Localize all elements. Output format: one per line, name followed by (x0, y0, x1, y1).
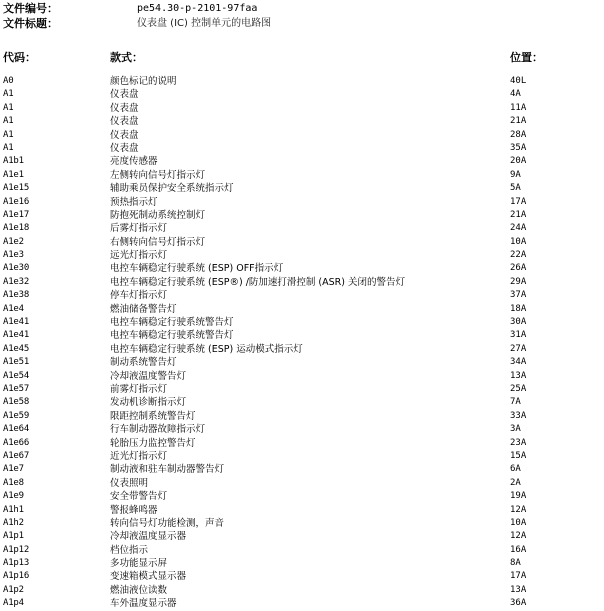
component-position: 25A (510, 383, 527, 394)
table-row (0, 316, 604, 329)
table-row (0, 303, 604, 316)
component-position: 24A (510, 223, 527, 234)
component-code: A0 (3, 76, 14, 86)
component-code: A1p4 (3, 598, 24, 609)
component-description: 仪表照明 (110, 477, 149, 489)
table-row (0, 155, 604, 168)
component-position: 11A (510, 102, 527, 113)
component-code: A1e7 (3, 464, 24, 475)
component-code: A1e2 (3, 236, 24, 247)
component-position: 3A (510, 424, 521, 435)
component-position: 2A (510, 477, 521, 488)
component-description: 辅助乘员保护安全系统指示灯 (110, 183, 234, 195)
table-row (0, 410, 604, 423)
component-description: 电控车辆稳定行驶系统警告灯 (110, 330, 234, 342)
table-row (0, 597, 604, 610)
table-row (0, 289, 604, 302)
table-row (0, 437, 604, 450)
component-description: 仪表盘 (110, 116, 139, 128)
component-code: A1e57 (3, 383, 30, 394)
component-code: A1e17 (3, 209, 30, 220)
component-description: 仪表盘 (110, 129, 139, 141)
component-code: A1e41 (3, 317, 30, 328)
component-description: 左侧转向信号灯指示灯 (110, 169, 206, 181)
component-position: 15A (510, 450, 527, 461)
table-row (0, 343, 604, 356)
table-row (0, 530, 604, 543)
component-code: A1e54 (3, 370, 30, 381)
component-description: 燃油液位读数 (110, 584, 168, 596)
table-row (0, 169, 604, 182)
component-code: A1e58 (3, 397, 30, 408)
component-position: 28A (510, 129, 527, 140)
table-row (0, 517, 604, 530)
component-position: 13A (510, 584, 527, 595)
component-code: A1e1 (3, 169, 24, 180)
component-position: 33A (510, 410, 527, 421)
component-position: 35A (510, 142, 527, 153)
component-code: A1p1 (3, 531, 24, 542)
component-description: 右侧转向信号灯指示灯 (110, 236, 206, 248)
component-position: 19A (510, 491, 527, 502)
component-description: 轮胎压力监控警告灯 (110, 437, 196, 449)
doc-title-value: 仪表盘 (IC) 控制单元的电路图 (137, 18, 272, 29)
component-position: 17A (510, 196, 527, 207)
table-row (0, 222, 604, 235)
table-row (0, 504, 604, 517)
component-description: 后雾灯指示灯 (110, 223, 168, 235)
component-description: 前雾灯指示灯 (110, 383, 168, 395)
component-position: 6A (510, 464, 521, 475)
table-row (0, 262, 604, 275)
component-description: 发动机诊断指示灯 (110, 397, 187, 409)
component-description: 电控车辆稳定行驶系统警告灯 (110, 317, 234, 329)
table-row (0, 557, 604, 570)
component-code: A1e41 (3, 330, 30, 341)
component-position: 40L (510, 76, 527, 86)
component-description: 变速箱模式显示器 (110, 571, 187, 583)
component-code: A1h1 (3, 504, 24, 515)
table-row (0, 463, 604, 476)
component-position: 20A (510, 156, 527, 167)
component-description: 冷却液温度显示器 (110, 531, 187, 543)
component-code: A1e8 (3, 477, 24, 488)
component-description: 档位指示 (110, 544, 149, 556)
component-position: 34A (510, 357, 527, 368)
column-header-code: 代码： (3, 51, 36, 64)
component-code: A1b1 (3, 156, 24, 167)
component-code: A1e66 (3, 437, 30, 448)
component-position: 4A (510, 89, 521, 100)
table-row (0, 276, 604, 289)
component-code: A1 (3, 89, 14, 100)
component-position: 21A (510, 209, 527, 220)
component-code: A1e67 (3, 450, 30, 461)
component-code: A1h2 (3, 517, 24, 528)
component-description: 颜色标记的说明 (110, 76, 177, 87)
table-row (0, 196, 604, 209)
component-position: 7A (510, 397, 521, 408)
doc-title-label: 文件标题： (3, 17, 58, 30)
component-code: A1e59 (3, 410, 30, 421)
component-description: 警报蜂鸣器 (110, 504, 158, 516)
component-position: 8A (510, 558, 521, 569)
component-description: 仪表盘 (110, 89, 139, 101)
component-position: 29A (510, 276, 527, 287)
component-description: 电控车辆稳定行驶系统 (ESP®) /防加速打滑控制 (ASR) 关闭的警告灯 (110, 276, 405, 288)
component-description: 多功能显示屏 (110, 558, 168, 570)
component-code: A1p16 (3, 571, 30, 582)
component-position: 36A (510, 598, 527, 609)
component-description: 仪表盘 (110, 142, 139, 154)
component-code: A1e64 (3, 424, 30, 435)
component-code: A1e38 (3, 290, 30, 301)
table-row (0, 544, 604, 557)
column-header-position: 位置： (510, 51, 543, 64)
component-code: A1e4 (3, 303, 24, 314)
table-row (0, 570, 604, 583)
component-position: 26A (510, 263, 527, 274)
component-position: 30A (510, 317, 527, 328)
component-code: A1 (3, 116, 14, 127)
table-row (0, 584, 604, 597)
table-row (0, 423, 604, 436)
component-position: 12A (510, 504, 527, 515)
component-position: 9A (510, 169, 521, 180)
component-code: A1e9 (3, 491, 24, 502)
table-row (0, 75, 604, 88)
table-row (0, 88, 604, 101)
component-position: 22A (510, 250, 527, 261)
component-code: A1e15 (3, 183, 30, 194)
component-code: A1p12 (3, 544, 30, 555)
component-code: A1p13 (3, 558, 30, 569)
component-description: 行车制动器故障指示灯 (110, 424, 206, 436)
component-description: 冷却液温度警告灯 (110, 370, 187, 382)
component-position: 17A (510, 571, 527, 582)
component-code: A1p2 (3, 584, 24, 595)
component-description: 电控车辆稳定行驶系统 (ESP) 运动模式指示灯 (110, 343, 303, 355)
table-row (0, 490, 604, 503)
component-code: A1 (3, 102, 14, 113)
component-description: 近光灯指示灯 (110, 450, 168, 462)
table-row (0, 383, 604, 396)
doc-number-label: 文件编号： (3, 2, 58, 15)
component-position: 21A (510, 116, 527, 127)
component-description: 转向信号灯功能检测，声音 (110, 517, 225, 529)
table-row (0, 102, 604, 115)
table-row (0, 142, 604, 155)
component-code: A1e16 (3, 196, 30, 207)
component-code: A1e18 (3, 223, 30, 234)
component-position: 13A (510, 370, 527, 381)
component-position: 10A (510, 236, 527, 247)
component-position: 18A (510, 303, 527, 314)
table-row (0, 209, 604, 222)
table-row (0, 396, 604, 409)
component-description: 制动液和驻车制动器警告灯 (110, 464, 225, 476)
component-code: A1e30 (3, 263, 30, 274)
component-description: 电控车辆稳定行驶系统 (ESP) OFF指示灯 (110, 263, 284, 275)
component-description: 燃油储备警告灯 (110, 303, 177, 315)
component-description: 仪表盘 (110, 102, 139, 114)
component-description: 限距控制系统警告灯 (110, 410, 196, 422)
table-row (0, 249, 604, 262)
component-description: 车外温度显示器 (110, 598, 177, 610)
component-description: 亮度传感器 (110, 156, 158, 168)
table-row (0, 450, 604, 463)
component-description: 预热指示灯 (110, 196, 158, 208)
table-row (0, 477, 604, 490)
table-row (0, 356, 604, 369)
component-code: A1e32 (3, 276, 30, 287)
component-code: A1e3 (3, 250, 24, 261)
component-description: 制动系统警告灯 (110, 357, 177, 369)
component-position: 10A (510, 517, 527, 528)
table-row (0, 129, 604, 142)
component-position: 16A (510, 544, 527, 555)
component-description: 安全带警告灯 (110, 491, 168, 503)
component-position: 27A (510, 343, 527, 354)
component-code: A1e45 (3, 343, 30, 354)
component-position: 5A (510, 183, 521, 194)
column-header-model: 款式： (110, 51, 143, 64)
component-list (0, 75, 604, 611)
component-description: 防抱死制动系统控制灯 (110, 209, 206, 221)
component-position: 37A (510, 290, 527, 301)
component-description: 远光灯指示灯 (110, 250, 168, 262)
component-code: A1e51 (3, 357, 30, 368)
table-row (0, 329, 604, 342)
table-row (0, 236, 604, 249)
component-position: 23A (510, 437, 527, 448)
component-code: A1 (3, 142, 14, 153)
doc-number-value: pe54.30-p-2101-97faa (137, 3, 258, 14)
component-position: 12A (510, 531, 527, 542)
table-row (0, 370, 604, 383)
table-row (0, 115, 604, 128)
component-code: A1 (3, 129, 14, 140)
component-description: 停车灯指示灯 (110, 290, 168, 302)
table-row (0, 182, 604, 195)
component-position: 31A (510, 330, 527, 341)
